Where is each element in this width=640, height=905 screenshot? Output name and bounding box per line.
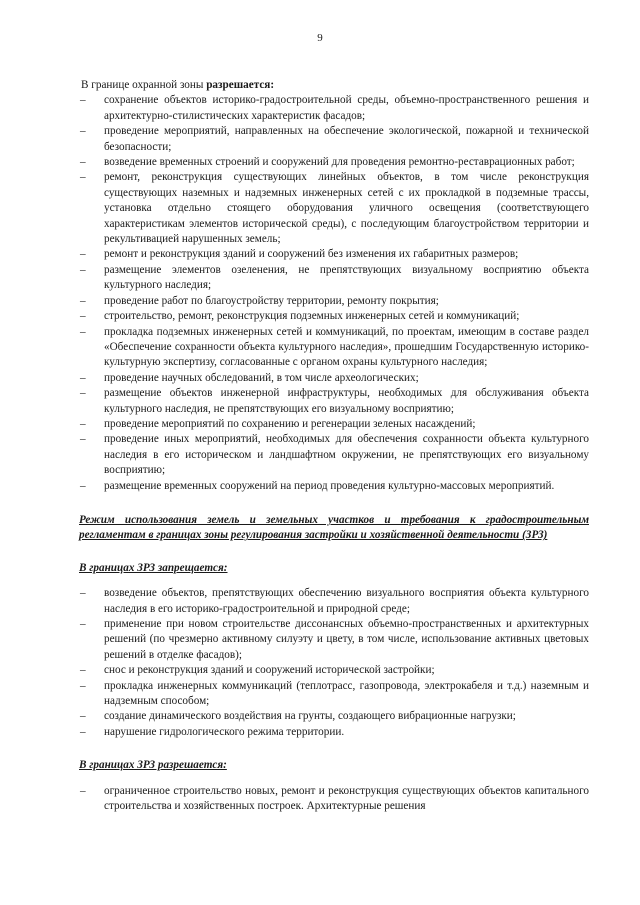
zrz-prohibited-list [79,586,589,740]
list-item: – создание динамического воздействия на грунты, создающего вибрационные нагрузки; [79,709,589,724]
intro-bold-text: разрешается: [206,79,275,91]
list-item: – возведение временных строений и сооружений для проведения ремонтно-реставрационных работ; [79,155,589,170]
document-body [79,78,589,814]
list-item: – проведение работ по благоустройству территории, ремонту покрытия; [79,294,589,309]
list-item: – проведение научных обследований, в том числе археологических; [79,371,589,386]
list-item: – прокладка инженерных коммуникаций (теплотрасс, газопровода, электрокабеля и т.д.) наземным и надземным способом; [79,679,589,710]
list-item: – проведение мероприятий, направленных на обеспечение экологической, пожарной и технической безопасности; [79,124,589,155]
list-item: – снос и реконструкция зданий и сооружений исторической застройки; [79,663,589,678]
list-item: – строительство, ремонт, реконструкция подземных инженерных сетей и коммуникаций; [79,309,589,324]
list-item: – возведение объектов, препятствующих обеспечению визуального восприятия объекта культурного наследия в его историко-градостроительной и природной среде; [79,586,589,617]
list-item: – проведение иных мероприятий, необходимых для обеспечения сохранности объекта культурного наследия в его историческом и ландшафтном окружении, не препятствующих его визуальному восприятию; [79,432,589,478]
protection-zone-intro [79,78,589,93]
intro-text: В границе охранной зоны [81,79,207,91]
zrz-allowed-heading: В границах ЗРЗ разрешается: [79,759,227,772]
list-item: – проведение мероприятий по сохранению и регенерации зеленых насаждений; [79,417,589,432]
zrz-prohibited-heading: В границах ЗРЗ запрещается: [79,561,228,574]
list-item: – размещение объектов инженерной инфраструктуры, необходимых для обслуживания объекта культурного наследия, не препятствующих его визуальному восприятию; [79,386,589,417]
zrz-section-heading: Режим использования земель и земельных участков и требования к градостроительным регламентам в границах зоны регулирования застройки и хозяйственной деятельности (ЗРЗ) [79,513,589,542]
zrz-allowed-list [79,784,589,815]
list-item: – нарушение гидрологического режима территории. [79,725,589,740]
list-item: – размещение временных сооружений на период проведения культурно-массовых мероприятий. [79,479,589,494]
list-item: – сохранение объектов историко-градостроительной среды, объемно-пространственного решения и архитектурно-стилистических характеристик фасадов; [79,93,589,124]
list-item: – ремонт и реконструкция зданий и сооружений без изменения их габаритных размеров; [79,247,589,262]
list-item: – ремонт, реконструкция существующих линейных объектов, в том числе реконструкция существующих наземных и надземных инженерных сетей с их прокладкой в подземные трассы, установка отдельно стоящего оборудования уличного освещения (соответствующего характеристикам элементов исторической среды), с последующим благоустройством территории и рекультивацией нарушенных земель; [79,170,589,247]
list-item: – ограниченное строительство новых, ремонт и реконструкция существующих объектов капитального строительства и хозяйственных построек. Архитектурные решения [79,784,589,815]
protection-zone-allowed-list [79,93,589,494]
list-item: – размещение элементов озеленения, не препятствующих визуальному восприятию объекта культурного наследия; [79,263,589,294]
page-number: 9 [317,32,323,44]
list-item: – применение при новом строительстве диссонансных объемно-пространственных и архитектурных решений (по чрезмерно активному силуэту и цвету, в том числе, использование активных цветовых решений в отделке фасадов); [79,617,589,663]
list-item: – прокладка подземных инженерных сетей и коммуникаций, по проектам, имеющим в составе раздел «Обеспечение сохранности объекта культурного наследия», прошедшим Государственную историко-культурную экспертизу, согласованные с органом охраны культурного наследия; [79,325,589,371]
